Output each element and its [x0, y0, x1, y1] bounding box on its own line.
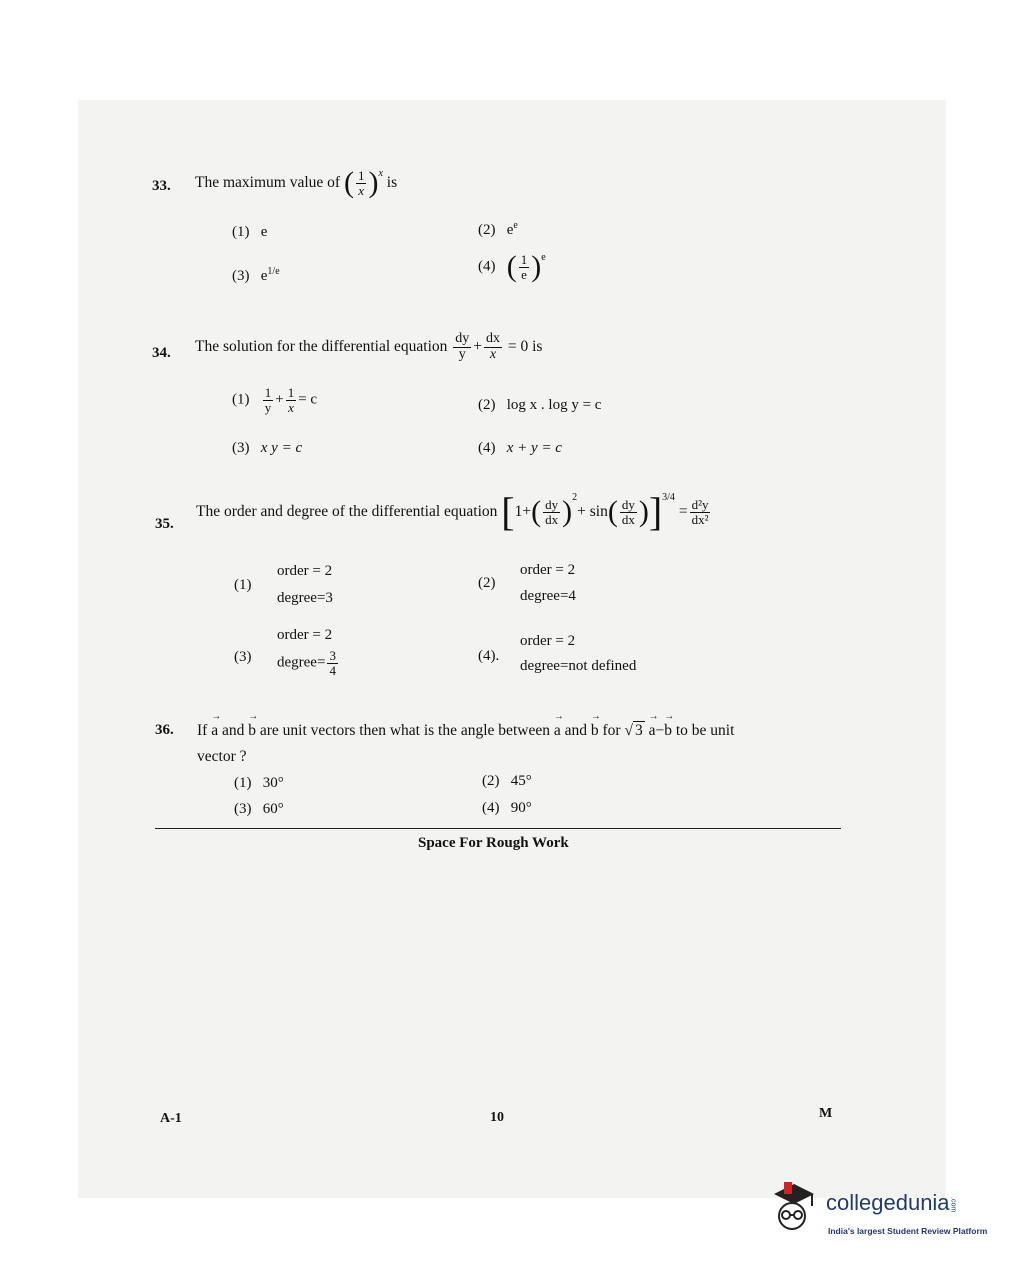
- vector-a: → a: [211, 722, 218, 740]
- q33-number: 33.: [152, 178, 171, 194]
- collegedunia-tagline: India's largest Student Review Platform: [828, 1226, 988, 1236]
- q33-option-2[interactable]: (2) $e^e$: [478, 220, 518, 238]
- collegedunia-logo-icon: [766, 1178, 826, 1238]
- q34-option-2[interactable]: (2) log x . log y = c: [478, 397, 602, 413]
- q34-option-3[interactable]: (3) x y = c: [232, 440, 303, 456]
- q36-number: 36.: [155, 722, 174, 738]
- footer-version: M: [819, 1106, 833, 1121]
- q35-option-1-degree: degree=3: [277, 590, 333, 606]
- footer-code: A-1: [160, 1111, 182, 1126]
- q35-option-3-label[interactable]: (3): [234, 649, 252, 665]
- page-number: 10: [490, 1110, 504, 1125]
- q36-option-1[interactable]: (1) 30°: [234, 775, 284, 791]
- q34-option-4[interactable]: (4) x + y = c: [478, 440, 562, 456]
- q35-number: 35.: [155, 516, 174, 532]
- rough-work-heading: Space For Rough Work: [418, 835, 569, 851]
- q33-text-before: The maximum value of: [195, 174, 341, 191]
- q36-option-2[interactable]: (2) 45°: [482, 773, 532, 789]
- q35-option-3-order: order = 2: [277, 627, 333, 643]
- q35-option-4-order: order = 2: [520, 633, 576, 649]
- q33-stem: The maximum value of ( $\frac{1}{x}$ )$^x$ is: [195, 166, 398, 199]
- q35-option-4-label[interactable]: (4).: [478, 648, 500, 664]
- q35-option-2-label[interactable]: (2): [478, 575, 496, 591]
- q35-option-2-order: order = 2: [520, 562, 576, 578]
- q35-option-3-degree: degree= $\frac{3}{4}$: [277, 648, 336, 678]
- q33-fraction: $\frac{1}{x}$: [357, 167, 365, 198]
- q35-option-2-degree: degree=4: [520, 588, 576, 604]
- q36-option-4[interactable]: (4) 90°: [482, 800, 532, 816]
- q35-option-1-label[interactable]: (1): [234, 577, 252, 593]
- q33-option-3[interactable]: (3) $e^{1/e}$: [232, 266, 280, 284]
- collegedunia-wordmark: collegedunia.com: [826, 1190, 957, 1215]
- q34-option-1[interactable]: (1) $\frac{1}{y}$ + $\frac{1}{x}$ = c: [232, 385, 318, 415]
- q36-stem-line1: If → a and → b are unit vectors then what is the angle between → a and → b for √ 3 → a−→ b to be unit: [197, 721, 734, 740]
- q34-number: 34.: [152, 345, 171, 361]
- q35-option-4-degree: degree=not defined: [520, 658, 637, 674]
- q36-stem-line2: vector ?: [197, 748, 247, 765]
- divider-rule: [155, 828, 841, 829]
- q33-option-4[interactable]: (4) ( $\frac{1}{e}$ )$^e$: [478, 250, 546, 283]
- q34-stem: The solution for the differential equation $\frac{dy}{y}$ + $\frac{dx}{x}$ = 0 is: [195, 331, 543, 362]
- q33-option-1[interactable]: (1) e: [232, 224, 268, 240]
- q35-option-1-order: order = 2: [277, 563, 333, 579]
- q33-exponent: x: [378, 168, 383, 179]
- q36-option-3[interactable]: (3) 60°: [234, 801, 284, 817]
- q33-text-after: is: [386, 174, 398, 191]
- vector-b: → b: [248, 722, 256, 740]
- q35-stem: The order and degree of the differential equation [1+( $\frac{dy}{dx}$ )$^2$+ sin( $\frac{dy}{dx}$ )]$^{3/4}$ = $\frac{\text{d²y}}{\text{dx²}}$: [196, 489, 709, 534]
